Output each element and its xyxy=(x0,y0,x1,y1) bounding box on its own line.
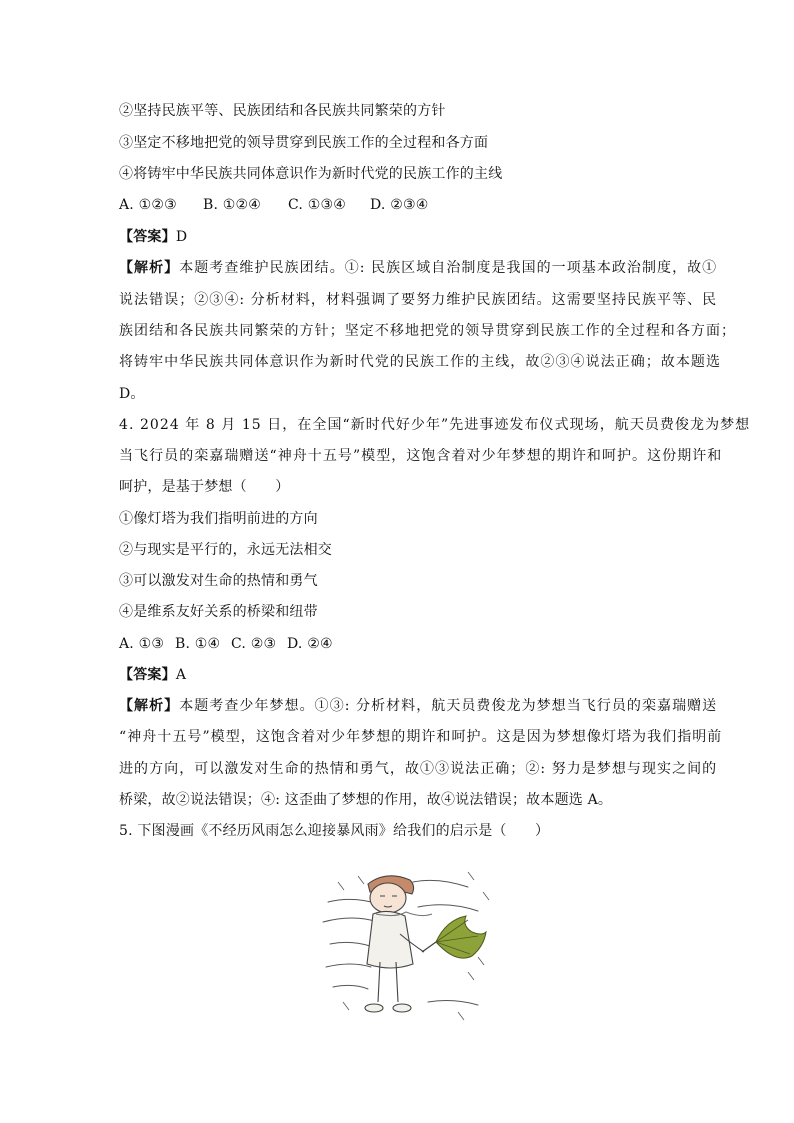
q3-analysis-line-4: 将铸牢中华民族共同体意识作为新时代党的民族工作的主线，故②③④说法正确；故本题选 xyxy=(119,354,721,370)
q3-option-3: ③坚定不移地把党的领导贯穿到民族工作的全过程和各方面 xyxy=(119,135,489,151)
answer-tag: 【答案】 xyxy=(119,229,176,245)
q4-choice-d: D. ②④ xyxy=(287,636,333,652)
q3-choice-a: A. ①②③ xyxy=(119,197,177,213)
q3-option-4: ④将铸牢中华民族共同体意识作为新时代党的民族工作的主线 xyxy=(119,166,503,182)
q4-stem-line-3: 呵护，是基于梦想（ ） xyxy=(119,479,290,495)
q3-choices xyxy=(119,195,428,215)
q4-choices xyxy=(119,634,333,654)
q4-analysis-line-1 xyxy=(119,696,717,716)
q4-option-1: ①像灯塔为我们指明前进的方向 xyxy=(119,511,318,527)
q4-option-4: ④是维系友好关系的桥梁和纽带 xyxy=(119,604,318,620)
q4-stem-line-2: 当飞行员的栾嘉瑞赠送“神舟十五号”模型，这饱含着对少年梦想的期许和呵护。这份期许和 xyxy=(119,448,723,464)
q3-option-2: ②坚持民族平等、民族团结和各民族共同繁荣的方针 xyxy=(119,103,446,119)
q3-analysis-line-1 xyxy=(119,258,717,278)
person-figure-icon xyxy=(365,876,432,1012)
q3-choice-d: D. ②③④ xyxy=(370,197,429,213)
q3-answer xyxy=(119,227,187,247)
answer-tag: 【答案】 xyxy=(119,667,176,683)
q4-choice-c: C. ②③ xyxy=(231,636,277,652)
q4-analysis-line-2: “神舟十五号”模型，这饱含着对少年梦想的期许和呵护。这是因为梦想像灯塔为我们指明前 xyxy=(119,729,723,745)
analysis-text: 本题考查维护民族团结。①: 民族区域自治制度是我国的一项基本政治制度，故① xyxy=(179,260,718,276)
q4-analysis-line-3: 进的方向，可以激发对生命的热情和勇气，故①③说法正确；②: 努力是梦想与现实之间的 xyxy=(119,761,718,777)
q3-analysis-line-3: 族团结和各民族共同繁荣的方针；坚定不移地把党的领导贯穿到民族工作的全过程和各方面； xyxy=(119,323,737,339)
q4-choice-b: B. ①④ xyxy=(175,636,221,652)
q3-choice-b: B. ①②④ xyxy=(203,197,262,213)
analysis-tag: 【解析】 xyxy=(119,698,180,714)
q4-choice-a: A. ①③ xyxy=(119,636,165,652)
q4-answer xyxy=(119,665,186,685)
answer-value: D xyxy=(175,229,188,245)
q3-choice-c: C. ①③④ xyxy=(288,197,346,213)
analysis-tag: 【解析】 xyxy=(119,260,180,276)
umbrella-icon xyxy=(422,916,486,958)
q4-option-2: ②与现实是平行的，永远无法相交 xyxy=(119,542,332,558)
q4-option-3: ③可以激发对生命的热情和勇气 xyxy=(119,573,318,589)
q3-analysis-line-5: D。 xyxy=(119,386,145,402)
q3-analysis-line-2: 说法错误；②③④: 分析材料，材料强调了要努力维护民族团结。这需要坚持民族平等、民 xyxy=(119,292,718,308)
answer-value: A xyxy=(175,667,187,683)
q4-analysis-line-4: 桥梁，故②说法错误；④: 这歪曲了梦想的作用，故④说法错误；故本题选 A。 xyxy=(119,792,613,808)
q5-stem: 5. 下图漫画《不经历风雨怎么迎接暴风雨》给我们的启示是（ ） xyxy=(119,823,550,839)
cartoon-illustration xyxy=(318,862,496,1024)
analysis-text: 本题考查少年梦想。①③: 分析材料，航天员费俊龙为梦想当飞行员的栾嘉瑞赠送 xyxy=(179,698,718,714)
q4-stem-line-1: 4. 2024 年 8 月 15 日，在全国“新时代好少年”先进事迹发布仪式现场，航天员费俊龙为梦想 xyxy=(119,417,751,433)
